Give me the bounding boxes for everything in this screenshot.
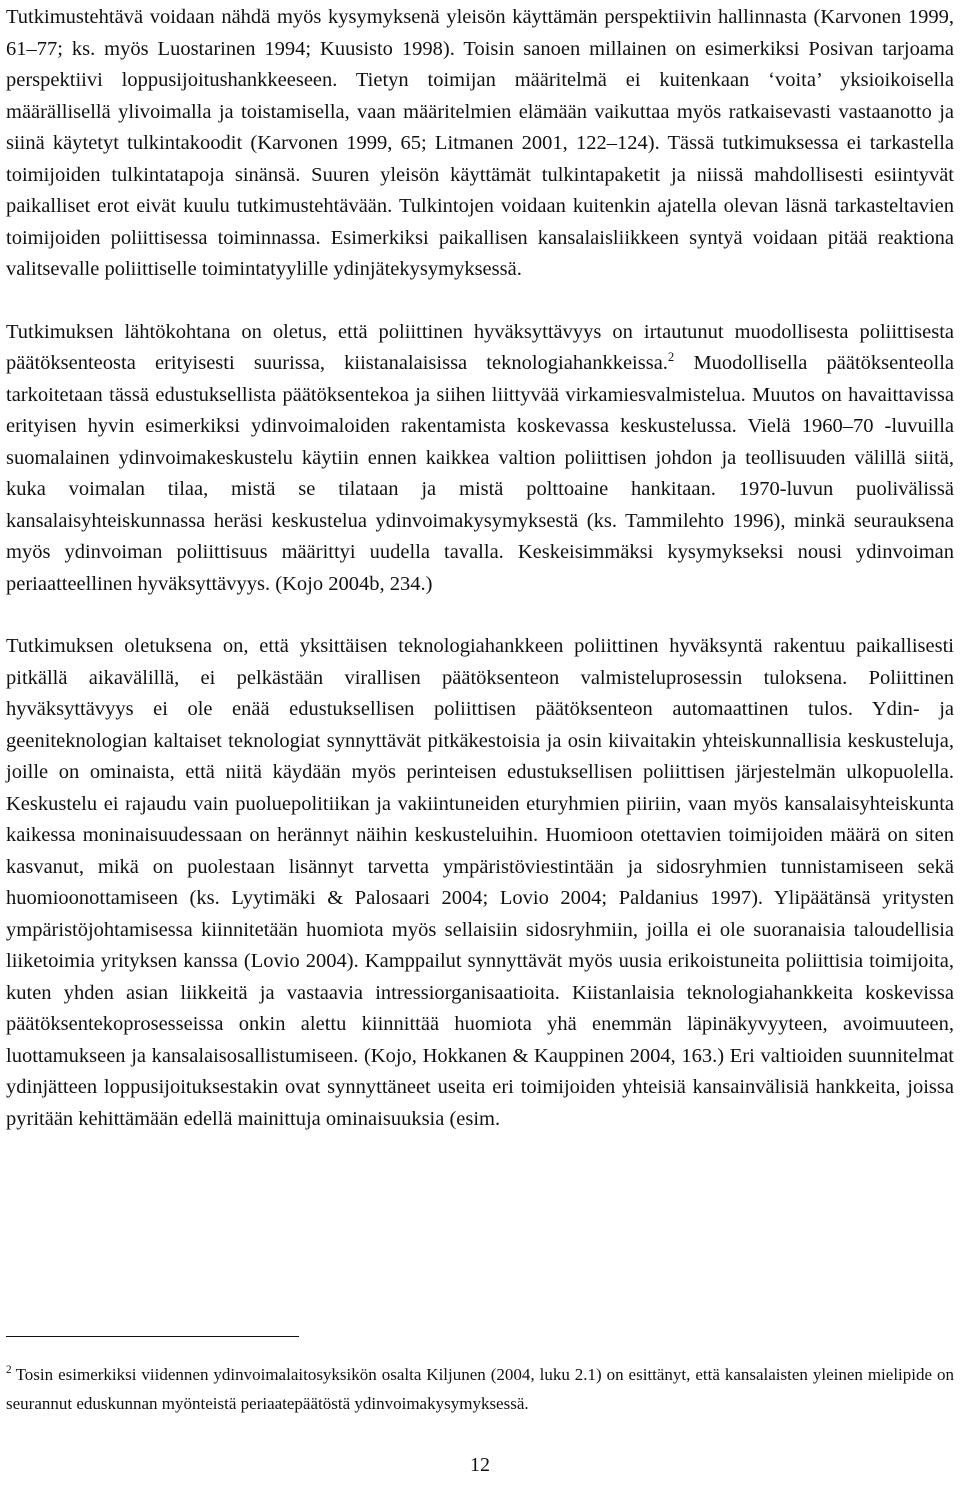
paragraph-2 [6,317,954,601]
footnote [6,1360,954,1418]
footnote-text: Tosin esimerkiksi viidennen ydinvoimalaitosyksikön osalta Kiljunen (2004, luku 2.1) on esittänyt, että kansalaisten yleinen mielipide on seurannut eduskunnan myönteistä periaatepäätöstä ydinvoimakysymyksessä. [6,1365,954,1413]
page-number: 12 [470,1454,490,1476]
document-body [6,2,954,1135]
paragraph-3: Tutkimuksen oletuksena on, että yksittäisen teknologiahankkeen poliittinen hyväksyntä rakentuu paikallisesti pitkällä aikavälillä, ei pelkästään virallisen päätöksenteon valmisteluprosessin tuloksena. Poliittinen hyväksyttävyys ei ole enää edustuksellisen poliittisen päätöksenteon automaattinen tulos. Ydin- ja geeniteknologian kaltaiset teknologiat synnyttävät pitkäkestoisia ja osin kiivaitakin yhteiskunnallisia keskusteluja, joille on ominaista, että niitä käydään myös perinteisen edustuksellisen poliittisen järjestelmän ulkopuolella. Keskustelu ei rajaudu vain puoluepolitiikan ja vakiintuneiden eturyhmien piiriin, vaan myös kansalaisyhteiskunta kaikessa moninaisuudessaan on herännyt näihin keskusteluihin. Huomioon otettavien toimijoiden määrä on siten kasvanut, mikä on puolestaan lisännyt tarvetta ympäristöviestintään ja sidosryhmien tunnistamiseen sekä huomioonottamiseen (ks. Lyytimäki & Palosaari 2004; Lovio 2004; Paldanius 1997). Ylipäätänsä yritysten ympäristöjohtamisessa kiinnitetään huomiota myös sellaisiin sidosryhmiin, joilla ei ole suoranaisia taloudellisia liiketoimia yrityksen kanssa (Lovio 2004). Kamppailut synnyttävät myös uusia erikoistuneita poliittisia toimijoita, kuten yhden asian liikkeitä ja vastaavia intressiorganisaatioita. Kiistanlaisia teknologiahankkeita koskevissa päätöksentekoprosesseissa onkin alettu kiinnittää huomiota yhä enemmän läpinäkyvyyteen, avoimuuteen, luottamukseen ja kansalaisosallistumiseen. (Kojo, Hokkanen & Kauppinen 2004, 163.) Eri valtioiden suunnitelmat ydinjätteen loppusijoituksestakin ovat synnyttäneet useita eri toimijoiden yhteisiä kansainvälisiä hankkeita, joissa pyritään kehittämään edellä mainittuja ominaisuuksia (esim. [6,635,954,1130]
footnote-reference: 2 [667,350,675,365]
paragraph-2-text-2: Muodollisella päätöksenteolla tarkoitetaan tässä edustuksellista päätöksentekoa ja siihen liittyvää virkamiesvalmistelua. Muutos on havaittavissa erityisen hyvin esimerkiksi ydinvoimaloiden rakentamista koskevassa keskustelussa. Vielä 1960–70 -luvuilla suomalainen ydinvoimakeskustelu käytiin ennen kaikkea valtion poliittisen johdon ja teollisuuden välillä siitä, kuka voimalan tilaa, mistä se tilataan ja mistä polttoaine hankitaan. 1970-luvun puolivälissä kansalaisyhteiskunnassa heräsi keskustelua ydinvoimakysymyksestä (ks. Tammilehto 1996), minkä seurauksena myös ydinvoiman poliittisuus määrittyi uudella tavalla. Keskeisimmäksi kysymykseksi nousi ydinvoiman periaatteellinen hyväksyttävyys. (Kojo 2004b, 234.) [6,352,954,595]
footnote-marker: 2 [6,1364,12,1377]
paragraph-2-text-1: Tutkimuksen lähtökohtana on oletus, että poliittinen hyväksyttävyys on irtautunut muodollisesta poliittisesta päätöksenteosta erityisesti suurissa, kiistanalaisissa teknologiahankkeissa. [6,320,954,374]
footnote-divider [6,1336,299,1337]
paragraph-1: Tutkimustehtävä voidaan nähdä myös kysymyksenä yleisön käyttämän perspektiivin hallinnasta (Karvonen 1999, 61–77; ks. myös Luostarinen 1994; Kuusisto 1998). Toisin sanoen millainen on esimerkiksi Posivan tarjoama perspektiivi loppusijoitushankkeeseen. Tietyn toimijan määritelmä ei kuitenkaan ‘voita’ yksioikoisella määrällisellä ylivoimalla ja toistamisella, vaan määritelmien elämään vaikuttaa myös ratkaisevasti vastaanotto ja siinä käytetyt tulkintakoodit (Karvonen 1999, 65; Litmanen 2001, 122–124). Tässä tutkimuksessa ei tarkastella toimijoiden tulkintatapoja sinänsä. Suuren yleisön käyttämät tulkintapaketit ja niissä mahdollisesti esiintyvät paikalliset erot eivät kuulu tutkimustehtävään. Tulkintojen voidaan kuitenkin ajatella olevan läsnä tarkasteltavien toimijoiden poliittisessa toiminnassa. Esimerkiksi paikallisen kansalaisliikkeen syntyä voidaan pitää reaktiona valitsevalle poliittiselle toimintatyylille ydinjätekysymyksessä. [6,6,954,280]
